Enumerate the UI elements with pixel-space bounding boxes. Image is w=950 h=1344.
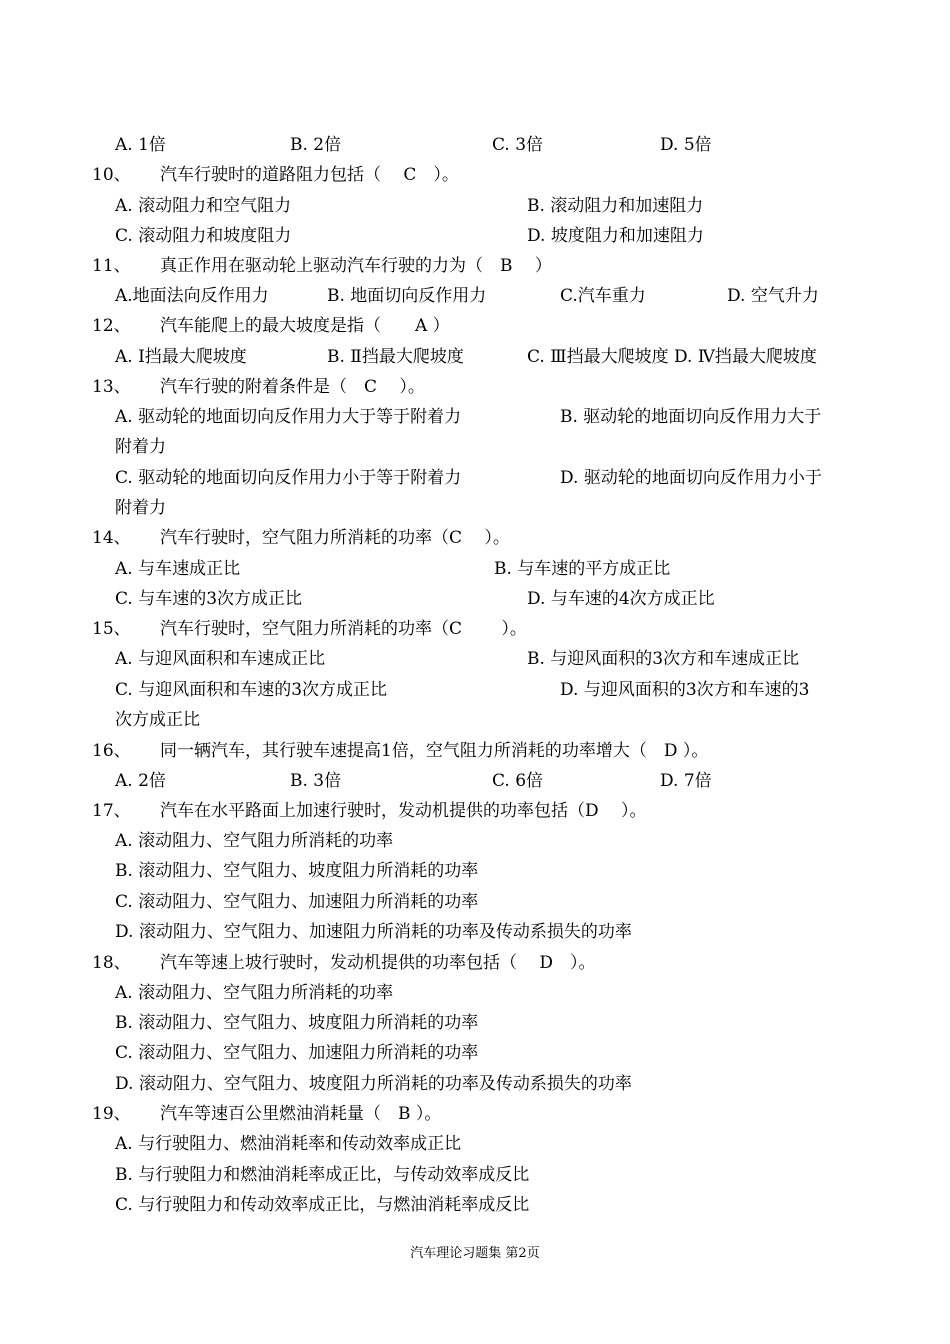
- text-segment: A. 1倍: [115, 135, 166, 155]
- text-segment: C.汽车重力: [560, 286, 646, 306]
- text-segment: B. 与车速的平方成正比: [494, 559, 671, 579]
- text-segment: B. 与迎风面积的3次方和车速成正比: [527, 649, 800, 669]
- text-segment: C. 与迎风面积和车速的3次方成正比: [115, 680, 388, 700]
- text-line: [0, 856, 950, 886]
- text-segment: B. Ⅱ挡最大爬坡度: [327, 347, 464, 367]
- text-segment: B. 滚动阻力、空气阻力、坡度阻力所消耗的功率: [115, 861, 479, 881]
- text-segment: 10、: [92, 165, 131, 185]
- text-line: [0, 493, 950, 523]
- text-segment: 同一辆汽车，其行驶车速提高1倍，空气阻力所消耗的功率增大（ D ）。: [160, 741, 709, 761]
- text-segment: B. 3倍: [290, 771, 342, 791]
- text-segment: 13、: [92, 377, 131, 397]
- text-line: [0, 796, 950, 826]
- text-line: [0, 948, 950, 978]
- text-segment: C. 滚动阻力、空气阻力、加速阻力所消耗的功率: [115, 892, 479, 912]
- text-segment: 19、: [92, 1104, 131, 1124]
- text-segment: 15、: [92, 619, 131, 639]
- text-segment: C. 驱动轮的地面切向反作用力小于等于附着力: [115, 468, 462, 488]
- text-segment: 附着力: [115, 498, 166, 518]
- text-segment: B. 滚动阻力、空气阻力、坡度阻力所消耗的功率: [115, 1013, 479, 1033]
- text-line: [0, 766, 950, 796]
- text-segment: C. 6倍: [492, 771, 544, 791]
- text-segment: 汽车等速百公里燃油消耗量（ B ）。: [160, 1104, 442, 1124]
- text-segment: 18、: [92, 953, 131, 973]
- text-segment: 真正作用在驱动轮上驱动汽车行驶的力为（ B ）: [160, 256, 552, 276]
- text-segment: 17、: [92, 801, 131, 821]
- text-segment: A. 与迎风面积和车速成正比: [115, 649, 326, 669]
- text-line: [0, 342, 950, 372]
- text-segment: 汽车行驶时，空气阻力所消耗的功率（C ）。: [160, 528, 510, 548]
- text-line: [0, 130, 950, 160]
- text-segment: B. 与行驶阻力和燃油消耗率成正比，与传动效率成反比: [115, 1165, 530, 1185]
- text-segment: A. 2倍: [115, 771, 166, 791]
- text-segment: 次方成正比: [115, 710, 200, 730]
- text-line: [0, 1190, 950, 1220]
- text-segment: A. 驱动轮的地面切向反作用力大于等于附着力: [115, 407, 462, 427]
- text-segment: 汽车等速上坡行驶时，发动机提供的功率包括（ D ）。: [160, 953, 596, 973]
- text-line: [0, 826, 950, 856]
- text-line: [0, 584, 950, 614]
- text-line: [0, 402, 950, 432]
- text-line: [0, 1160, 950, 1190]
- text-segment: A. 滚动阻力、空气阻力所消耗的功率: [115, 831, 394, 851]
- text-line: [0, 978, 950, 1008]
- text-line: [0, 191, 950, 221]
- text-line: [0, 736, 950, 766]
- text-line: [0, 554, 950, 584]
- text-line: [0, 523, 950, 553]
- text-line: [0, 887, 950, 917]
- text-line: [0, 372, 950, 402]
- text-segment: C. 3倍: [492, 135, 544, 155]
- text-segment: 16、: [92, 741, 131, 761]
- text-segment: A. 与行驶阻力、燃油消耗率和传动效率成正比: [115, 1134, 462, 1154]
- text-segment: B. 2倍: [290, 135, 342, 155]
- text-segment: D. 7倍: [660, 771, 712, 791]
- text-segment: C. 滚动阻力、空气阻力、加速阻力所消耗的功率: [115, 1043, 479, 1063]
- text-line: [0, 221, 950, 251]
- text-segment: 汽车在水平路面上加速行驶时，发动机提供的功率包括（D ）。: [160, 801, 647, 821]
- text-line: [0, 1038, 950, 1068]
- text-segment: 汽车行驶时，空气阻力所消耗的功率（C ）。: [160, 619, 527, 639]
- text-segment: D. 与迎风面积的3次方和车速的3: [560, 680, 810, 700]
- text-segment: D. 滚动阻力、空气阻力、坡度阻力所消耗的功率及传动系损失的功率: [115, 1074, 632, 1094]
- text-segment: 12、: [92, 316, 131, 336]
- text-line: [0, 281, 950, 311]
- text-segment: A.地面法向反作用力: [115, 286, 269, 306]
- text-segment: A. 与车速成正比: [115, 559, 241, 579]
- text-line: [0, 251, 950, 281]
- text-segment: C. 滚动阻力和坡度阻力: [115, 226, 292, 246]
- text-segment: 汽车行驶时的道路阻力包括（ C ）。: [160, 165, 459, 185]
- text-line: [0, 614, 950, 644]
- text-line: [0, 1069, 950, 1099]
- text-segment: A. 滚动阻力、空气阻力所消耗的功率: [115, 983, 394, 1003]
- text-segment: D. 坡度阻力和加速阻力: [527, 226, 704, 246]
- text-segment: C. 与行驶阻力和传动效率成正比，与燃油消耗率成反比: [115, 1195, 530, 1215]
- text-line: [0, 432, 950, 462]
- text-segment: D. 空气升力: [727, 286, 819, 306]
- text-segment: A. Ⅰ挡最大爬坡度: [115, 347, 247, 367]
- text-line: [0, 917, 950, 947]
- text-segment: 汽车行驶的附着条件是（ C ）。: [160, 377, 425, 397]
- text-line: [0, 1099, 950, 1129]
- text-segment: B. 地面切向反作用力: [327, 286, 487, 306]
- text-segment: 14、: [92, 528, 131, 548]
- text-segment: D. 5倍: [660, 135, 712, 155]
- text-line: [0, 705, 950, 735]
- text-line: [0, 644, 950, 674]
- text-segment: D. 驱动轮的地面切向反作用力小于: [560, 468, 822, 488]
- text-segment: B. 滚动阻力和加速阻力: [527, 196, 704, 216]
- text-line: [0, 1129, 950, 1159]
- text-segment: 附着力: [115, 437, 166, 457]
- text-segment: D. 与车速的4次方成正比: [527, 589, 715, 609]
- text-segment: 11、: [92, 256, 131, 276]
- text-line: [0, 1008, 950, 1038]
- text-segment: D. 滚动阻力、空气阻力、加速阻力所消耗的功率及传动系损失的功率: [115, 922, 632, 942]
- text-segment: B. 驱动轮的地面切向反作用力大于: [560, 407, 822, 427]
- text-line: [0, 675, 950, 705]
- text-segment: 汽车能爬上的最大坡度是指（ A ）: [160, 316, 450, 336]
- text-segment: A. 滚动阻力和空气阻力: [115, 196, 292, 216]
- text-line: [0, 463, 950, 493]
- text-segment: C. Ⅲ挡最大爬坡度 D. Ⅳ挡最大爬坡度: [527, 347, 817, 367]
- page-footer: 汽车理论习题集 第2页: [410, 1246, 540, 1261]
- text-line: [0, 311, 950, 341]
- text-line: [0, 160, 950, 190]
- text-segment: C. 与车速的3次方成正比: [115, 589, 303, 609]
